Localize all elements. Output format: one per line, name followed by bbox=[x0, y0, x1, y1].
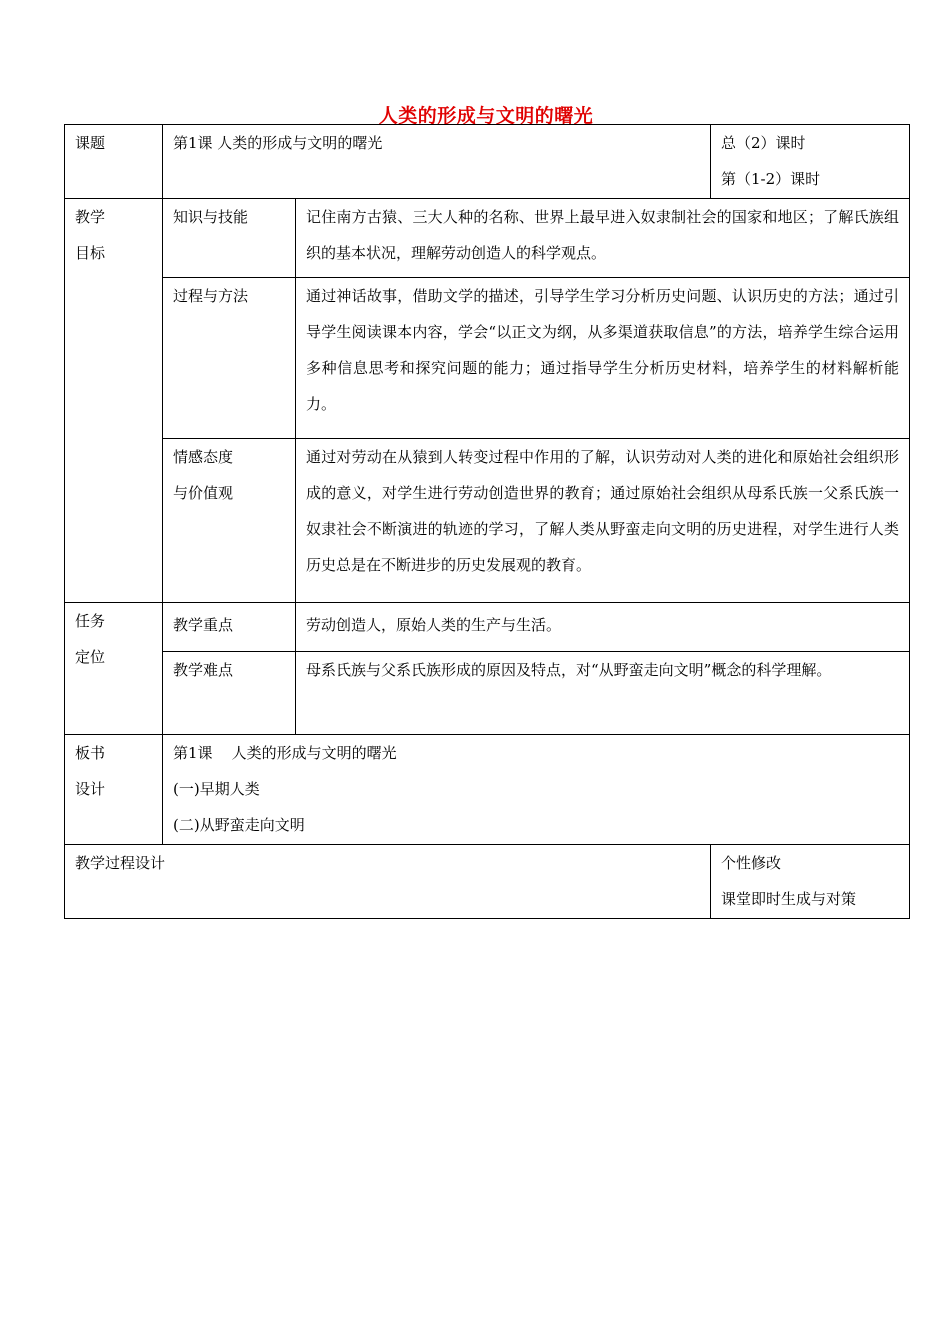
total-hours: 总（2）课时 bbox=[721, 134, 806, 152]
objective-emotion-row bbox=[65, 439, 910, 603]
task-key-row bbox=[65, 603, 910, 652]
knowledge-content: 记住南方古猿、三大人种的名称、世界上最早进入奴隶制社会的国家和地区；了解氏族组织的基本状况，理解劳动创造人的科学观点。 bbox=[296, 199, 910, 278]
lesson-plan-table bbox=[64, 124, 910, 919]
document-title: 人类的形成与文明的曙光 bbox=[378, 105, 594, 127]
board-line-1: 第1课 人类的形成与文明的曙光 bbox=[173, 744, 397, 762]
knowledge-label: 知识与技能 bbox=[163, 199, 296, 278]
difficulty-label: 教学难点 bbox=[163, 652, 296, 735]
board-line-2: (一)早期人类 bbox=[173, 780, 260, 798]
task-label: 任务 定位 bbox=[65, 603, 163, 735]
process-design-row bbox=[65, 845, 910, 919]
objective-process-row bbox=[65, 278, 910, 439]
key-point-content: 劳动创造人，原始人类的生产与生活。 bbox=[296, 603, 910, 652]
objectives-label: 教学 目标 bbox=[65, 199, 163, 603]
objective-knowledge-row bbox=[65, 199, 910, 278]
personal-edit: 个性修改 bbox=[721, 854, 782, 872]
key-point-label: 教学重点 bbox=[163, 603, 296, 652]
emotion-content: 通过对劳动在从猿到人转变过程中作用的了解，认识劳动对人类的进化和原始社会组织形成的意义，对学生进行劳动创造世界的教育；通过原始社会组织从母系氏族一父系氏族一奴隶社会不断演进的轨迹的学习，了解人类从野蛮走向文明的历史进程，对学生进行人类历史总是在不断进步的历史发展观的教育。 bbox=[296, 439, 910, 603]
task-difficulty-row bbox=[65, 652, 910, 735]
topic-label: 课题 bbox=[65, 125, 163, 199]
topic-row bbox=[65, 125, 910, 199]
topic-hours bbox=[711, 125, 910, 199]
process-design-label: 教学过程设计 bbox=[65, 845, 711, 919]
classroom-response: 课堂即时生成与对策 bbox=[721, 890, 857, 908]
difficulty-content: 母系氏族与父系氏族形成的原因及特点，对“从野蛮走向文明”概念的科学理解。 bbox=[296, 652, 910, 735]
board-line-3: (二)从野蛮走向文明 bbox=[173, 816, 305, 834]
board-label: 板书 设计 bbox=[65, 735, 163, 845]
process-content: 通过神话故事，借助文学的描述，引导学生学习分析历史问题、认识历史的方法；通过引导学生阅读课本内容，学会“以正文为纲，从多渠道获取信息”的方法，培养学生综合运用多种信息思考和探究问题的能力；通过指导学生分析历史材料，培养学生的材料解析能力。 bbox=[296, 278, 910, 439]
board-row bbox=[65, 735, 910, 845]
process-design-side bbox=[711, 845, 910, 919]
period-hours: 第（1-2）课时 bbox=[721, 170, 821, 188]
board-content bbox=[163, 735, 910, 845]
process-label: 过程与方法 bbox=[163, 278, 296, 439]
topic-lesson: 第1课 人类的形成与文明的曙光 bbox=[163, 125, 711, 199]
emotion-label: 情感态度 与价值观 bbox=[163, 439, 296, 603]
